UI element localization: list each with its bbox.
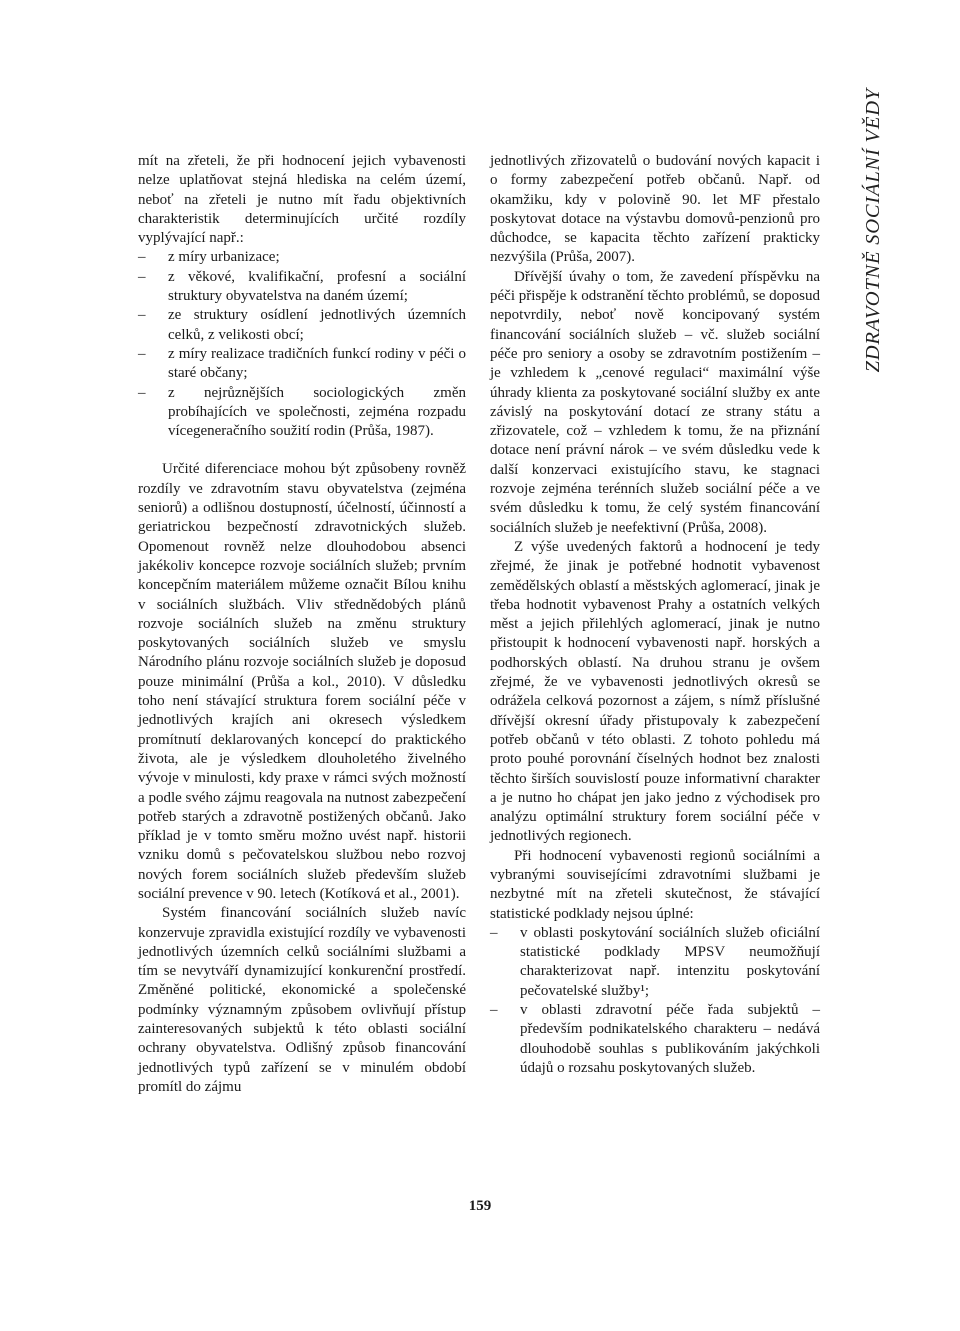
paragraph-gap xyxy=(138,441,466,460)
page-number: 159 xyxy=(468,1198,492,1214)
list-item: – z věkové, kvalifikační, profesní a sociální struktury obyvatelstva na daném území; xyxy=(138,268,466,307)
list-item: – v oblasti zdravotní péče řada subjektů – především podnikatelského charakteru – nedává dlouhodobě souhlas s publikováním jakýchkoli údajů o rozsahu poskytovaných služeb. xyxy=(490,1001,820,1078)
left-intro-paragraph: mít na zřeteli, že při hodnocení jejich vybavenosti nelze uplatňovat stejná hlediska na celém území, neboť na zřeteli je nutno mít řadu objektivních charakteristik determinujících určité rozdíly vyplývající např.: xyxy=(138,153,466,247)
list-item: – ze struktury osídlení jednotlivých územních celků, z velikosti obcí; xyxy=(138,306,466,345)
list-item: – z míry urbanizace; xyxy=(138,248,466,267)
left-paragraph-3: Systém financování sociálních služeb navíc konzervuje zpravidla existující rozdíly ve vybavenosti jednotlivých územních celků sociálními službami a tím se nevytváří dynamizující konkurenční prostředí. Změněné politické, ekonomické a společenské podmínky významným způsobem ovlivňují přístup zainteresovaných subjektů k této oblasti sociální ochrany obyvatelstva. Odlišný způsob financování jednotlivých typů zařízení se v minulém období promítl do zájmu xyxy=(138,905,466,1095)
left-factor-list xyxy=(138,248,466,441)
right-data-source-list xyxy=(490,924,820,1078)
right-paragraph-2: Dřívější úvahy o tom, že zavedení příspěvku na péči přispěje k odstranění těchto problémů, se doposud nepotvrdily, neboť nově koncipovaný systém financování sociálních služeb – vč. služeb sociální péče pro seniory a osoby se zdravotním postižením – je vzhledem k „cenové regulaci“ maximální výše úhrady klienta za poskytované sociální služby ex ante závislý na poskytování dotací ze strany státu a zřizovatele, což – vzhledem k tomu, že na přiznání dotace není právní nárok – ve svém důsledku vede k další konzervaci existujícího stavu, ke stagnaci rozvoje zejména terénních služeb sociální péče a ve svém důsledku k tomu, že celý systém financování sociálních služeb je neefektivní (Průša, 2008). xyxy=(490,268,820,536)
right-column xyxy=(490,152,820,1078)
left-paragraph-2: Určité diferenciace mohou být způsobeny rovněž rozdíly ve zdravotním stavu obyvatelstva (zejména seniorů) a odlišnou dostupností, účelností, účinností a geriatrickou bezpečností zdravotnických služeb. Opomenout rovněž nelze dlouhodobou absenci jakékoliv koncepce rozvoje sociálních služeb; prvním koncepčním materiálem můžeme označit Bílou knihu v sociálních službách. Vliv střednědobých plánů rozvoje sociálních služeb na změnu struktury poskytovaných sociálních služeb ve smyslu Národního plánu rozvoje sociálních služeb je doposud pouze minimální (Průša a kol., 2010). V důsledku toho není stávající struktura forem sociální péče v jednotlivých krajích ani okresech výsledkem promítnutí deklarovaných koncepcí do praktického života, ale je výsledkem dlouholetého živelného vývoje v minulosti, kdy praxe v rámci svých možností a podle svého zájmu reagovala na nutnost zabezpečení potřeb starých a zdravotně postižených občanů. Jako příklad je v tomto směru možno uvést např. historii vzniku domů s pečovatelskou službou nebo rozvoj nových forem sociálních služeb především služeb sociální prevence v 90. letech (Kotíková et al., 2001). xyxy=(138,461,466,902)
list-item: – z nejrůznějších sociologických změn probíhajících ve společnosti, zejména rozpadu vícegeneračního soužití rodin (Průša, 1987). xyxy=(138,384,466,442)
right-paragraph-1: jednotlivých zřizovatelů o budování nových kapacit i o formy zabezpečení potřeb občanů. Např. od okamžiku, kdy v polovině 90. let MF přestalo poskytovat dotace na výstavbu domovů-penzionů pro důchodce, se kapacita těchto zařízení prakticky nezvýšila (Průša, 2007). xyxy=(490,153,820,266)
right-paragraph-3: Z výše uvedených faktorů a hodnocení je tedy zřejmé, že jinak je potřebné hodnotit vybavenost zemědělských oblastí a městských aglomerací, jinak je třeba hodnotit vybavenost Prahy a ostatních velkých měst a jejich přilehlých aglomerací, jinak je nutno přistoupit k hodnocení vybavenosti např. horských a podhorských oblastí. Na druhou stranu je ovšem zřejmé, že ve vybavenosti jednotlivých okresů se odrážela celková pozornost a zájem, s nímž příslušné dřívější okresní úřady přistupovaly k zabezpečení potřeb občanů v této oblasti. Z tohoto pohledu má proto pouhé porovnání číselných hodnot bez znalosti těchto širších souvislostí pouze informativní charakter a je nutno ho chápat jen jako jedno z východisek pro analýzu optimální struktury forem sociální péče v jednotlivých regionech. xyxy=(490,538,820,845)
running-head xyxy=(832,88,892,388)
left-column xyxy=(138,152,466,1097)
list-item: – z míry realizace tradičních funkcí rodiny v péči o staré občany; xyxy=(138,345,466,384)
right-paragraph-4: Při hodnocení vybavenosti regionů sociálními a vybranými souvisejícími zdravotními službami je nezbytné mít na zřeteli skutečnost, že stávající statistické podklady nejsou úplné: xyxy=(490,847,820,922)
running-head-text: ZDRAVOTNĚ SOCIÁLNÍ VĚDY xyxy=(862,88,884,373)
list-item: – v oblasti poskytování sociálních služeb oficiální statistické podklady MPSV neumožňují charakterizovat např. intenzitu poskytování pečovatelské služby¹; xyxy=(490,924,820,1001)
